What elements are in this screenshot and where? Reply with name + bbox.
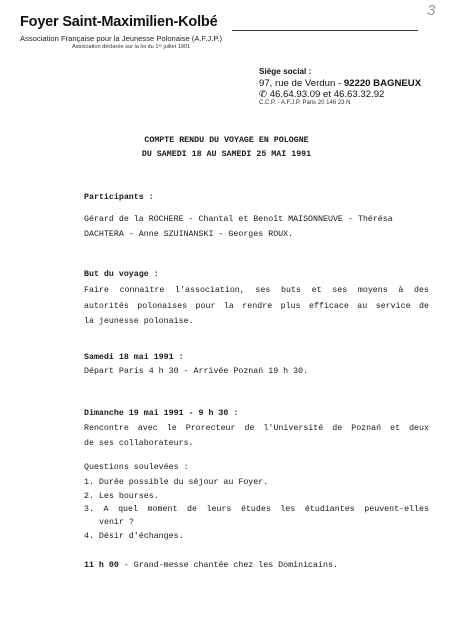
participants-line2: DACHTERA - Anne SZUINANSKI - Georges ROUX.: [84, 230, 294, 239]
questions-heading: Questions soulevées :: [84, 463, 189, 472]
association-name: Association Française pour la Jeunesse Polonaise (A.F.J.P.): [20, 34, 223, 43]
sunday-heading: Dimanche 19 mai 1991 - 9 h 30 :: [84, 409, 239, 418]
sunday-line1: Rencontre avec le Prorecteur de l'Université de Poznań et deux: [84, 424, 429, 433]
question-4: 4. Désir d'échanges.: [84, 532, 184, 541]
report-title-line1: COMPTE RENDU DU VOYAGE EN POLOGNE: [144, 136, 309, 145]
association-declaration: Association déclarée sur la loi du 1ᵉʳ juillet 1901: [72, 44, 191, 50]
participants-heading: Participants :: [84, 193, 154, 202]
address-street: 97, rue de Verdun -: [259, 78, 344, 89]
sunday-line2: de ses collaborateurs.: [84, 439, 194, 448]
address-street-line: [259, 78, 421, 89]
question-1: 1. Durée possible du séjour au Foyer.: [84, 478, 269, 487]
address-heading: Siège social :: [259, 67, 312, 76]
purpose-line2: autorités polonaises pour la rendre plus efficace au service de: [84, 302, 429, 311]
letterhead-rule: [232, 30, 418, 31]
saturday-heading: Samedi 18 mai 1991 :: [84, 353, 184, 362]
purpose-heading: But du voyage :: [84, 270, 159, 279]
purpose-line1: Faire connaitre l'association, ses buts et ses moyens à des: [84, 286, 429, 295]
purpose-line3: la jeunesse polonaise.: [84, 317, 194, 326]
mass-time: 11 h 00: [84, 561, 119, 570]
address-phone: ✆ 46.64.93.09 et 46.63.32.92: [259, 89, 385, 100]
question-2: 2. Les bourses.: [84, 492, 159, 501]
report-title-line2: DU SAMEDI 18 AU SAMEDI 25 MAI 1991: [141, 150, 312, 159]
org-name: Foyer Saint-Maximilien-Kolbé: [20, 14, 218, 30]
mass-text: - Grand-messe chantée chez les Dominicains.: [118, 561, 338, 570]
participants-line1: Gérard de la ROCHERE - Chantal et Benoît MAISONNEUVE - Thérésa: [84, 215, 393, 224]
mass-line: [84, 561, 338, 570]
question-3-line1: 3. A quel moment de leurs études les étudiantes peuvent-elles: [84, 505, 429, 514]
question-3-line2: venir ?: [99, 518, 134, 527]
handwritten-page-number: 3: [427, 2, 436, 19]
address-ccp: C.C.P. - A.F.J.P. Paris 20 146 23 N: [259, 100, 351, 106]
saturday-line1: Départ Paris 4 h 30 - Arrivée Poznań 19 h 30.: [84, 367, 309, 376]
address-city: 92220 BAGNEUX: [343, 78, 422, 89]
